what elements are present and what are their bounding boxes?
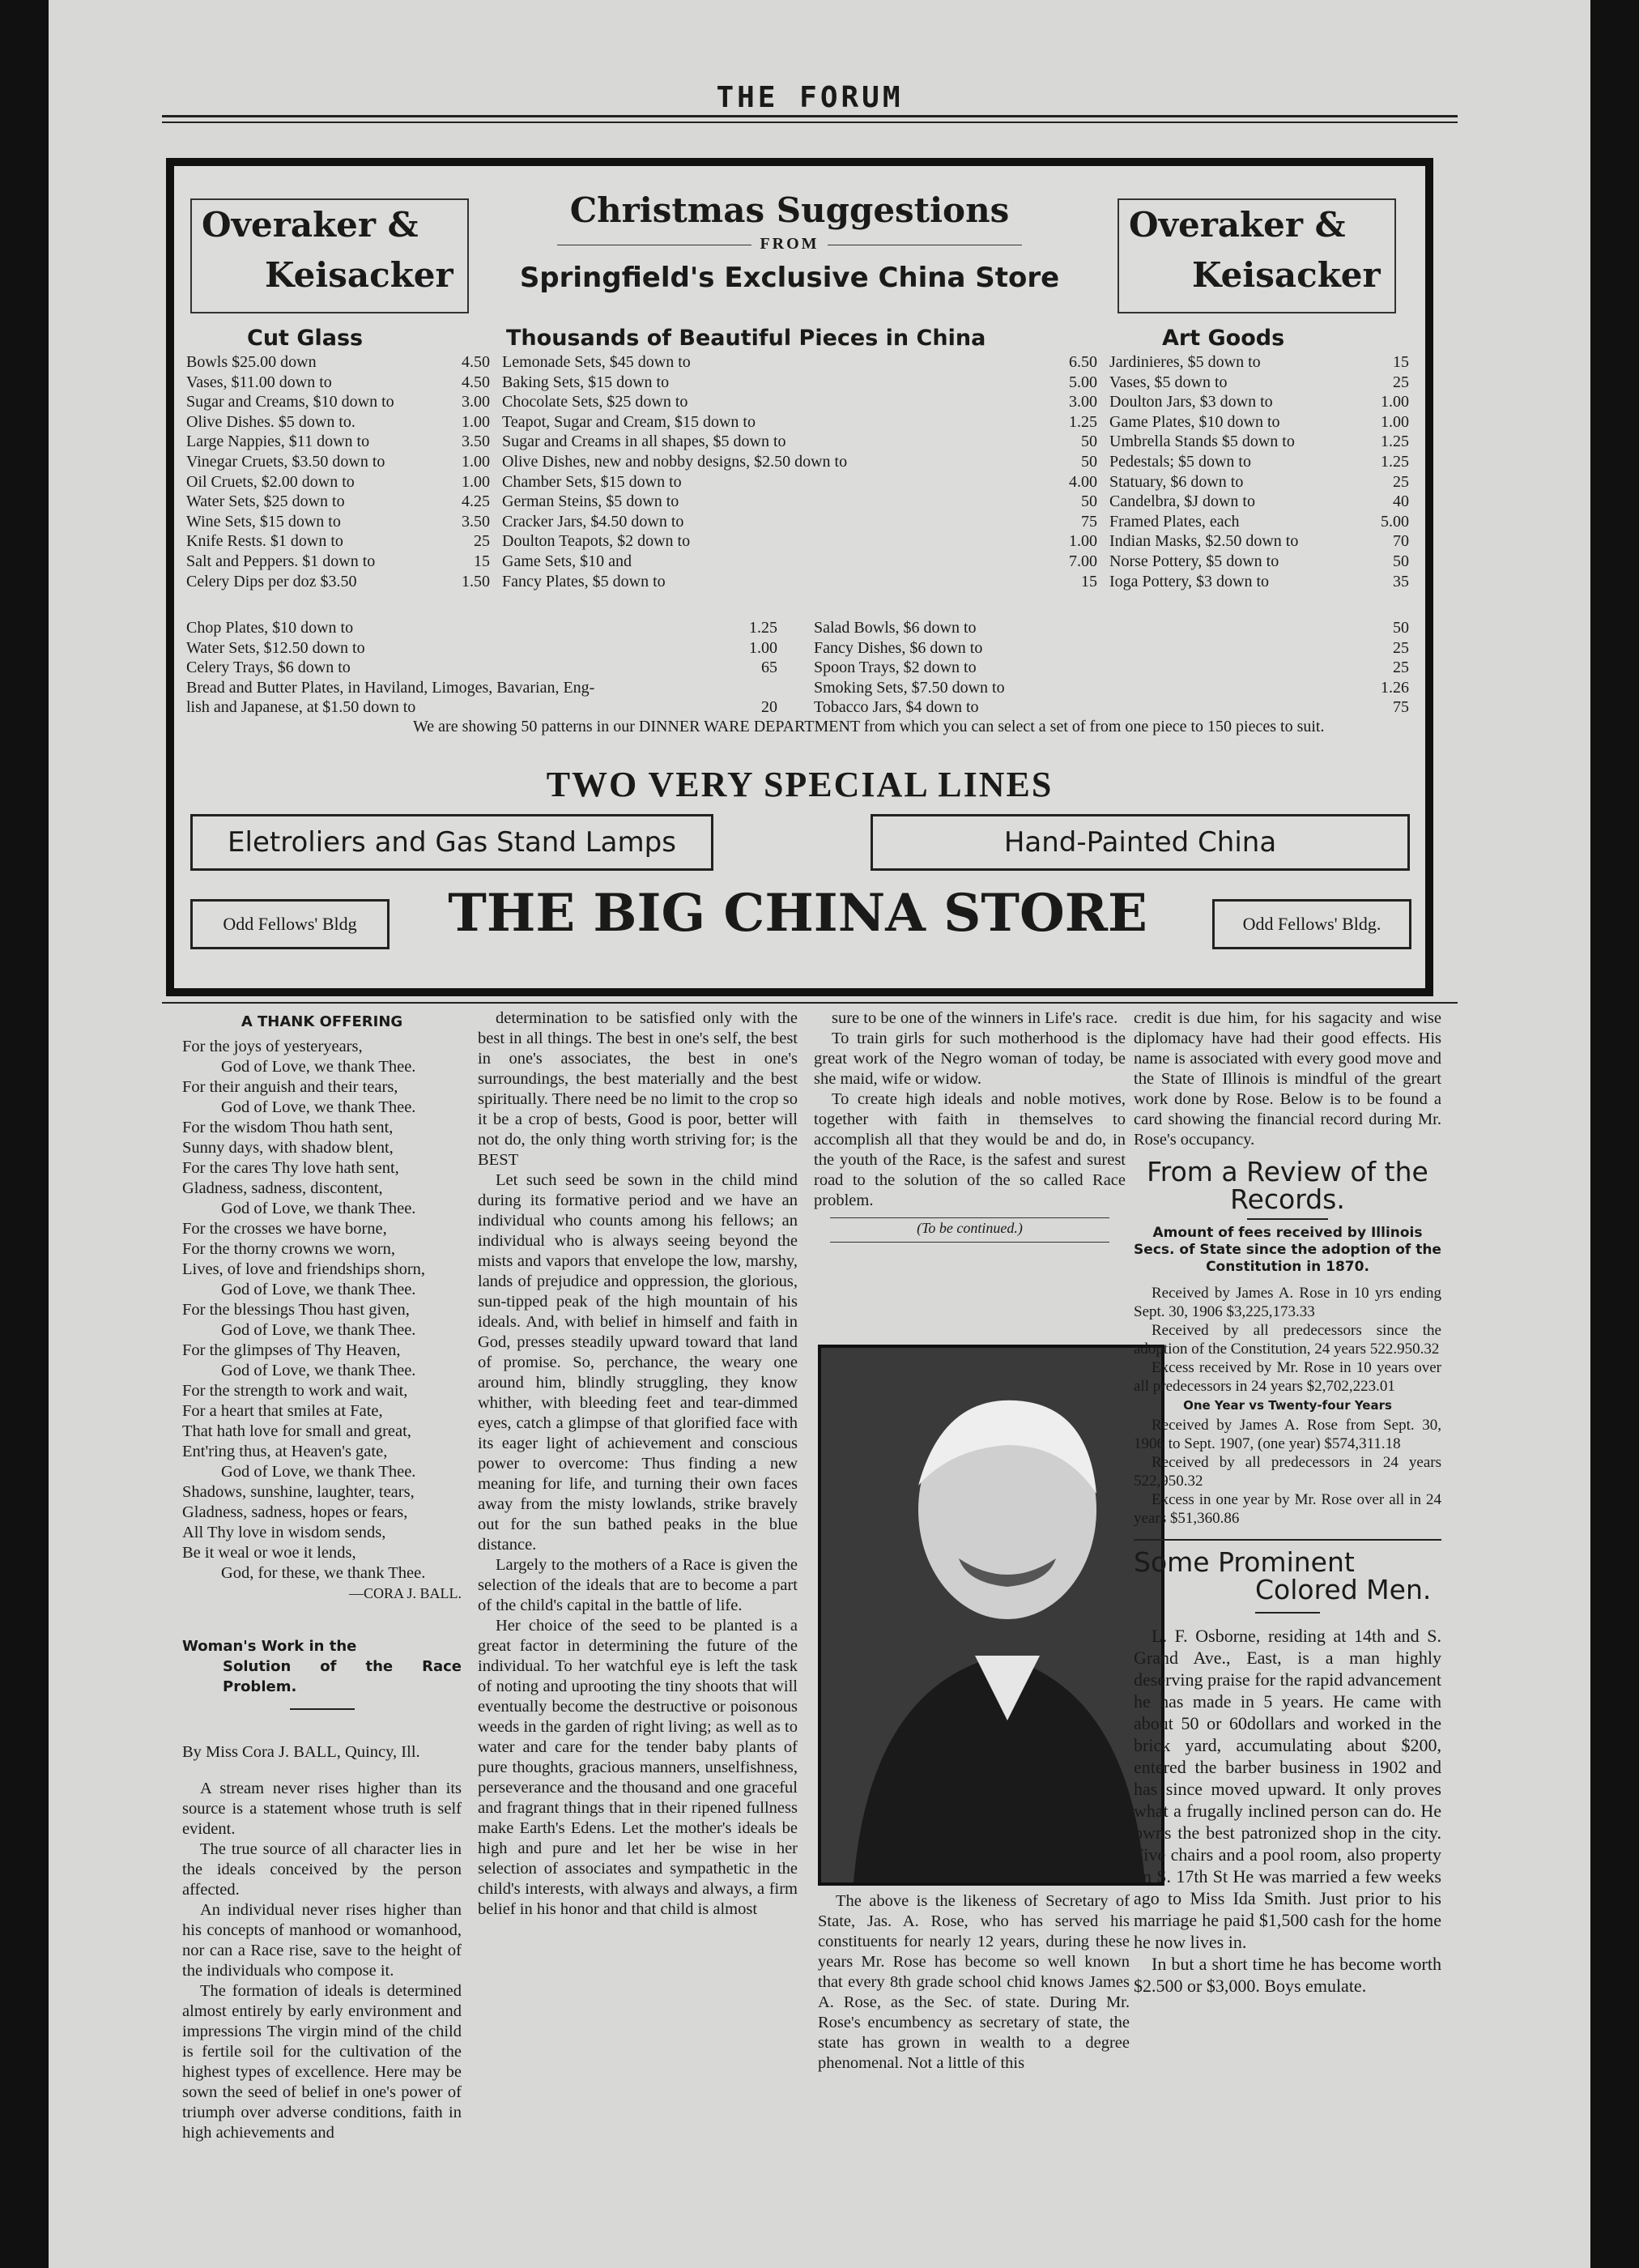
special-lines-heading: TWO VERY SPECIAL LINES xyxy=(546,765,1054,804)
price-row: Olive Dishes. $5 down to. 1.00 xyxy=(186,412,490,431)
price-row: Chamber Sets, $15 down to 4.00 xyxy=(502,472,1097,491)
paragraph: Received by James A. Rose from Sept. 30, 1906 to Sept. 1907, (one year) $574,311.18 xyxy=(1134,1417,1441,1452)
price-row: Salad Bowls, $6 down to 50 xyxy=(814,619,1409,637)
records-list xyxy=(1134,1284,1441,1396)
poem-line: For their anguish and their tears, xyxy=(182,1078,398,1096)
price-row: Lemonade Sets, $45 down to 6.50 xyxy=(502,353,1097,371)
poem-line: God, for these, we thank Thee. xyxy=(221,1564,426,1582)
paragraph: Received by all predecessors since the adoption of the Constitution, 24 years 522.950.32 xyxy=(1134,1322,1441,1358)
poem-line: For the crosses we have borne, xyxy=(182,1220,387,1238)
price-row: Olive Dishes, new and nobby designs, $2.50 down to 50 xyxy=(502,452,1097,471)
poem-line: For the joys of yesteryears, xyxy=(182,1038,363,1055)
price-row: Knife Rests. $1 down to 25 xyxy=(186,532,490,551)
poem-line: Ent'ring thus, at Heaven's gate, xyxy=(182,1443,388,1460)
masthead-rule-2 xyxy=(162,122,1458,123)
store-name-box-left: Overaker & Keisacker xyxy=(190,198,469,313)
men-title-1: Some Prominent xyxy=(1134,1546,1355,1578)
price-row: Candelbra, $J down to 40 xyxy=(1109,492,1409,511)
odd-fellows-left: Odd Fellows' Bldg xyxy=(190,899,390,949)
price-row: Cracker Jars, $4.50 down to 75 xyxy=(502,512,1097,531)
byline: By Miss Cora J. BALL, Quincy, Ill. xyxy=(182,1743,420,1761)
masthead-rule xyxy=(162,115,1458,117)
price-row: Smoking Sets, $7.50 down to 1.26 xyxy=(814,678,1409,697)
poem-line: Sunny days, with shadow blent, xyxy=(182,1139,394,1157)
poem-line: Lives, of love and friendships shorn, xyxy=(182,1260,426,1278)
price-row: Celery Trays, $6 down to 65 xyxy=(186,659,777,677)
masthead: THE FORUM xyxy=(716,81,904,114)
china-heading: Thousands of Beautiful Pieces in China xyxy=(506,326,986,351)
china-store-advertisement xyxy=(166,158,1433,996)
poem-signature: —CORA J. BALL. xyxy=(348,1585,462,1601)
price-row: Doulton Jars, $3 down to 1.00 xyxy=(1109,393,1409,411)
price-row: Doulton Teapots, $2 down to 1.00 xyxy=(502,532,1097,551)
article-body-1 xyxy=(182,1779,462,2143)
price-row: Water Sets, $12.50 down to 1.00 xyxy=(186,638,777,657)
review-title: From a Review of the Records. xyxy=(1147,1156,1428,1215)
poem-line: For the cares Thy love hath sent, xyxy=(182,1159,399,1177)
price-row: Fancy Plates, $5 down to 15 xyxy=(502,572,1097,590)
price-row: Ioga Pottery, $3 down to 35 xyxy=(1109,572,1409,590)
price-row: Sugar and Creams in all shapes, $5 down to 50 xyxy=(502,433,1097,451)
poem-line: All Thy love in wisdom sends, xyxy=(182,1524,386,1541)
poem-line: For the strength to work and wait, xyxy=(182,1382,408,1400)
poem-line: For the blessings Thou hast given, xyxy=(182,1301,410,1319)
to-be-continued: (To be continued.) xyxy=(917,1220,1023,1236)
lower-right-list xyxy=(814,618,1409,718)
paragraph: L. F. Osborne, residing at 14th and S. Grand Ave., East, is a man highly deserving praise for the rapid advancement he has made in 5 years. He came with about 50 or 60dollars and worked in the brick yard, accumulating about $200, entered the barber business in 1902 and has since moved upward. It only proves what a frugally inclined person can do. He owns the best patronized shop in the city. Five chairs and a pool room, also property on S. 17th St He was married a few weeks ago to Miss Ida Smith. Just prior to his marriage he paid $1,500 cash for the home he now lives in. xyxy=(1134,1626,1441,1952)
price-row: German Steins, $5 down to 50 xyxy=(502,492,1097,511)
scan-edge-left xyxy=(0,0,49,2268)
column-3 xyxy=(814,1008,1126,1243)
price-row: lish and Japanese, at $1.50 down to 20 xyxy=(186,698,777,717)
price-row: Sugar and Creams, $10 down to 3.00 xyxy=(186,393,490,411)
price-row: Umbrella Stands $5 down to 1.25 xyxy=(1109,433,1409,451)
ad-headline: Christmas Suggestions FROM Springfield's Exclusive China Store xyxy=(519,190,1060,294)
article-body-2 xyxy=(478,1008,798,1920)
price-row: Pedestals; $5 down to 1.25 xyxy=(1109,452,1409,471)
price-row: Large Nappies, $11 down to 3.50 xyxy=(186,433,490,451)
price-row: Bowls $25.00 down 4.50 xyxy=(186,353,490,371)
men-body xyxy=(1134,1625,1441,1997)
price-row: Norse Pottery, $5 down to 50 xyxy=(1109,552,1409,570)
price-row: Game Sets, $10 and 7.00 xyxy=(502,552,1097,570)
column-4 xyxy=(1134,1008,1441,1997)
paragraph: The true source of all character lies in the ideals conceived by the person affected. xyxy=(182,1840,462,1899)
paragraph: Excess received by Mr. Rose in 10 years over all predecessors in 24 years $2,702,223.01 xyxy=(1134,1359,1441,1395)
china-list xyxy=(502,352,1097,591)
poem-line: For the thorny crowns we worn, xyxy=(182,1240,396,1258)
paragraph: A stream never rises higher than its source is a statement whose truth is self evident. xyxy=(182,1780,462,1838)
article-title-2: Solution of the Race Problem. xyxy=(223,1658,462,1695)
poem-line: God of Love, we thank Thee. xyxy=(221,1098,416,1116)
paragraph: Largely to the mothers of a Race is given the selection of the ideals that are to become a part of the child's capital in the battle of life. xyxy=(478,1556,798,1614)
price-row: Spoon Trays, $2 down to 25 xyxy=(814,659,1409,677)
paragraph: sure to be one of the winners in Life's race. xyxy=(832,1009,1118,1027)
paragraph: determination to be satisfied only with the best in all things. The best in one's self, the best in one's associates, the best in one's surroundings, the best materially and the best spiritually. There need be no limit to the crop so it be a crop of bests, Good is poor, better will not do, the only thing worth striving for; is the BEST xyxy=(478,1009,798,1169)
poem-body xyxy=(182,1037,462,1584)
price-row: Wine Sets, $15 down to 3.50 xyxy=(186,512,490,531)
records-list-2 xyxy=(1134,1416,1441,1528)
one-year-heading: One Year vs Twenty-four Years xyxy=(1183,1398,1392,1413)
price-row: Water Sets, $25 down to 4.25 xyxy=(186,492,490,511)
poem-line: That hath love for small and great, xyxy=(182,1422,411,1440)
big-china-store-title: THE BIG CHINA STORE xyxy=(448,883,1147,944)
paragraph: Let such seed be sown in the child mind during its formative period and we have an individual who counts among his fellows; an individual who is always seeing beyond the mists and vapors that envelope the low, marshy, lands of prejudice and oppression, the glorious, sun-tipped peak of the high mountain of his ideals. And, with belief in himself and faith in God, presses steadily upward toward that land of promise. So, perchance, the weary one around him, blindly struggling, they know whither, with bleeding feet and tear-dimmed eyes, catch a glimpse of that glorified face with its eager light of achievement and conscious power to overcome: Thus finding a new meaning for life, and turning their own faces away from the misty lowlands, strike bravely out for the sun bathed peaks in the blue distance. xyxy=(478,1171,798,1554)
art-goods-heading: Art Goods xyxy=(1162,326,1285,351)
price-row: Oil Cruets, $2.00 down to 1.00 xyxy=(186,472,490,491)
price-row: Vases, $5 down to 25 xyxy=(1109,373,1409,391)
price-row: Chop Plates, $10 down to 1.25 xyxy=(186,619,777,637)
cut-glass-list xyxy=(186,352,490,591)
paragraph: The formation of ideals is determined almost entirely by early environment and impressions The virgin mind of the child is fertile soil for the cultivation of the highest types of excellence. Here may be sown the seed of belief in one's power of triumph over adverse conditions, faith in high achievements and xyxy=(182,1982,462,2142)
poem-line: God of Love, we thank Thee. xyxy=(221,1321,416,1339)
article-body-3 xyxy=(814,1008,1126,1211)
paragraph: To create high ideals and noble motives, together with faith in themselves to accomplish all that they would be and do, in the youth of the Race, is the safest and surest road to the solution of the so called Race problem. xyxy=(814,1090,1126,1209)
column-1 xyxy=(182,1008,462,2143)
poem-line: God of Love, we thank Thee. xyxy=(221,1463,416,1481)
art-goods-list xyxy=(1109,352,1409,591)
price-row: Vinegar Cruets, $3.50 down to 1.00 xyxy=(186,452,490,471)
poem-line: God of Love, we thank Thee. xyxy=(221,1281,416,1298)
price-row: Salt and Peppers. $1 down to 15 xyxy=(186,552,490,570)
paragraph: Her choice of the seed to be planted is a great factor in determining the future of the individual. To her watchful eye is left the task of noting and uprooting the tiny shoots that will eventually become the destructive or poisonous weeds in the garden of right living; as well as to water and care for the tender baby plants of pure thoughts, gracious manners, unselfishness, perseverance and the thousand and one graceful and fragrant things that in their ripened fullness make Earth's Edens. Let the mother's ideals be high and pure and let her be wise in her selection of associates and sympathetic in the child's interests, with always and always, a firm belief in his honor and that child is almost xyxy=(478,1617,798,1918)
scan-edge-right xyxy=(1590,0,1639,2268)
price-row: Indian Masks, $2.50 down to 70 xyxy=(1109,532,1409,551)
men-title-2: Colored Men. xyxy=(1255,1574,1432,1605)
poem-line: Gladness, sadness, hopes or fears, xyxy=(182,1503,408,1521)
cut-glass-heading: Cut Glass xyxy=(247,326,364,351)
portrait-of-jas-a-rose xyxy=(821,1348,1161,1882)
poem-line: Be it weal or woe it lends, xyxy=(182,1544,356,1562)
paragraph: Received by James A. Rose in 10 yrs ending Sept. 30, 1906 $3,225,173.33 xyxy=(1134,1285,1441,1320)
price-row: Jardinieres, $5 down to 15 xyxy=(1109,353,1409,371)
price-row: Tobacco Jars, $4 down to 75 xyxy=(814,698,1409,717)
review-subtitle: Amount of fees received by Illinois Secs. of State since the adoption of the Constitution in 1870. xyxy=(1134,1225,1441,1275)
price-row: Baking Sets, $15 down to 5.00 xyxy=(502,373,1097,391)
article-title-1: Woman's Work in the xyxy=(182,1638,357,1655)
paragraph: To train girls for such motherhood is the great work of the Negro woman of today, be she maid, wife or widow. xyxy=(814,1030,1126,1088)
poem-title: A THANK OFFERING xyxy=(241,1013,403,1030)
dinner-ware-note: We are showing 50 patterns in our DINNER WARE DEPARTMENT from which you can select a set of from one piece to 150 pieces to suit. xyxy=(413,718,1325,735)
poem-line: For the wisdom Thou hath sent, xyxy=(182,1119,394,1136)
paragraph: Received by all predecessors in 24 years 522,950.32 xyxy=(1134,1454,1441,1490)
price-row: Vases, $11.00 down to 4.50 xyxy=(186,373,490,391)
price-row: Bread and Butter Plates, in Haviland, Limoges, Bavarian, Eng- xyxy=(186,678,595,697)
price-row: Game Plates, $10 down to 1.00 xyxy=(1109,412,1409,431)
odd-fellows-right: Odd Fellows' Bldg. xyxy=(1212,899,1411,949)
column-2 xyxy=(478,1008,798,1920)
price-row: Chocolate Sets, $25 down to 3.00 xyxy=(502,393,1097,411)
poem-line: God of Love, we thank Thee. xyxy=(221,1362,416,1379)
poem-line: God of Love, we thank Thee. xyxy=(221,1058,416,1076)
section-rule xyxy=(162,1002,1458,1004)
hand-painted-box: Hand-Painted China xyxy=(871,814,1410,871)
paragraph: In but a short time he has become worth $2.500 or $3,000. Boys emulate. xyxy=(1134,1954,1441,1996)
rose-intro: credit is due him, for his sagacity and wise diplomacy have had their good effects. His name is associated with every good move and the State of Illinois is mindful of the greart work done by Rose. Below is to be found a card showing the financial record during Mr. Rose's occupancy. xyxy=(1134,1009,1441,1149)
price-row: Celery Dips per doz $3.50 1.50 xyxy=(186,572,490,590)
poem-line: For a heart that smiles at Fate, xyxy=(182,1402,383,1420)
portrait-caption: The above is the likeness of Secretary of State, Jas. A. Rose, who has served his constituents for nearly 12 years, during these years Mr. Rose has become so well known that every 8th grade school chid knows James A. Rose, as the Sec. of state. During Mr. Rose's encumbency as secretary of state, the state has grown in wealth to a degree phenomenal. Not a little of this xyxy=(818,1892,1130,2072)
price-row: Teapot, Sugar and Cream, $15 down to 1.25 xyxy=(502,412,1097,431)
lower-left-list xyxy=(186,618,777,718)
paragraph: An individual never rises higher than his concepts of manhood or womanhood, nor can a Race rise, save to the height of the individuals who compose it. xyxy=(182,1901,462,1980)
lamps-box: Eletroliers and Gas Stand Lamps xyxy=(190,814,713,871)
poem-line: Gladness, sadness, discontent, xyxy=(182,1179,383,1197)
store-name-box-right: Overaker & Keisacker xyxy=(1118,198,1396,313)
portrait-photo xyxy=(818,1345,1164,1886)
poem-line: For the glimpses of Thy Heaven, xyxy=(182,1341,401,1359)
price-row: Statuary, $6 down to 25 xyxy=(1109,472,1409,491)
paragraph: Excess in one year by Mr. Rose over all in 24 years $51,360.86 xyxy=(1134,1491,1441,1527)
price-row: Fancy Dishes, $6 down to 25 xyxy=(814,638,1409,657)
poem-line: Shadows, sunshine, laughter, tears, xyxy=(182,1483,415,1501)
poem-line: God of Love, we thank Thee. xyxy=(221,1200,416,1217)
price-row: Framed Plates, each 5.00 xyxy=(1109,512,1409,531)
